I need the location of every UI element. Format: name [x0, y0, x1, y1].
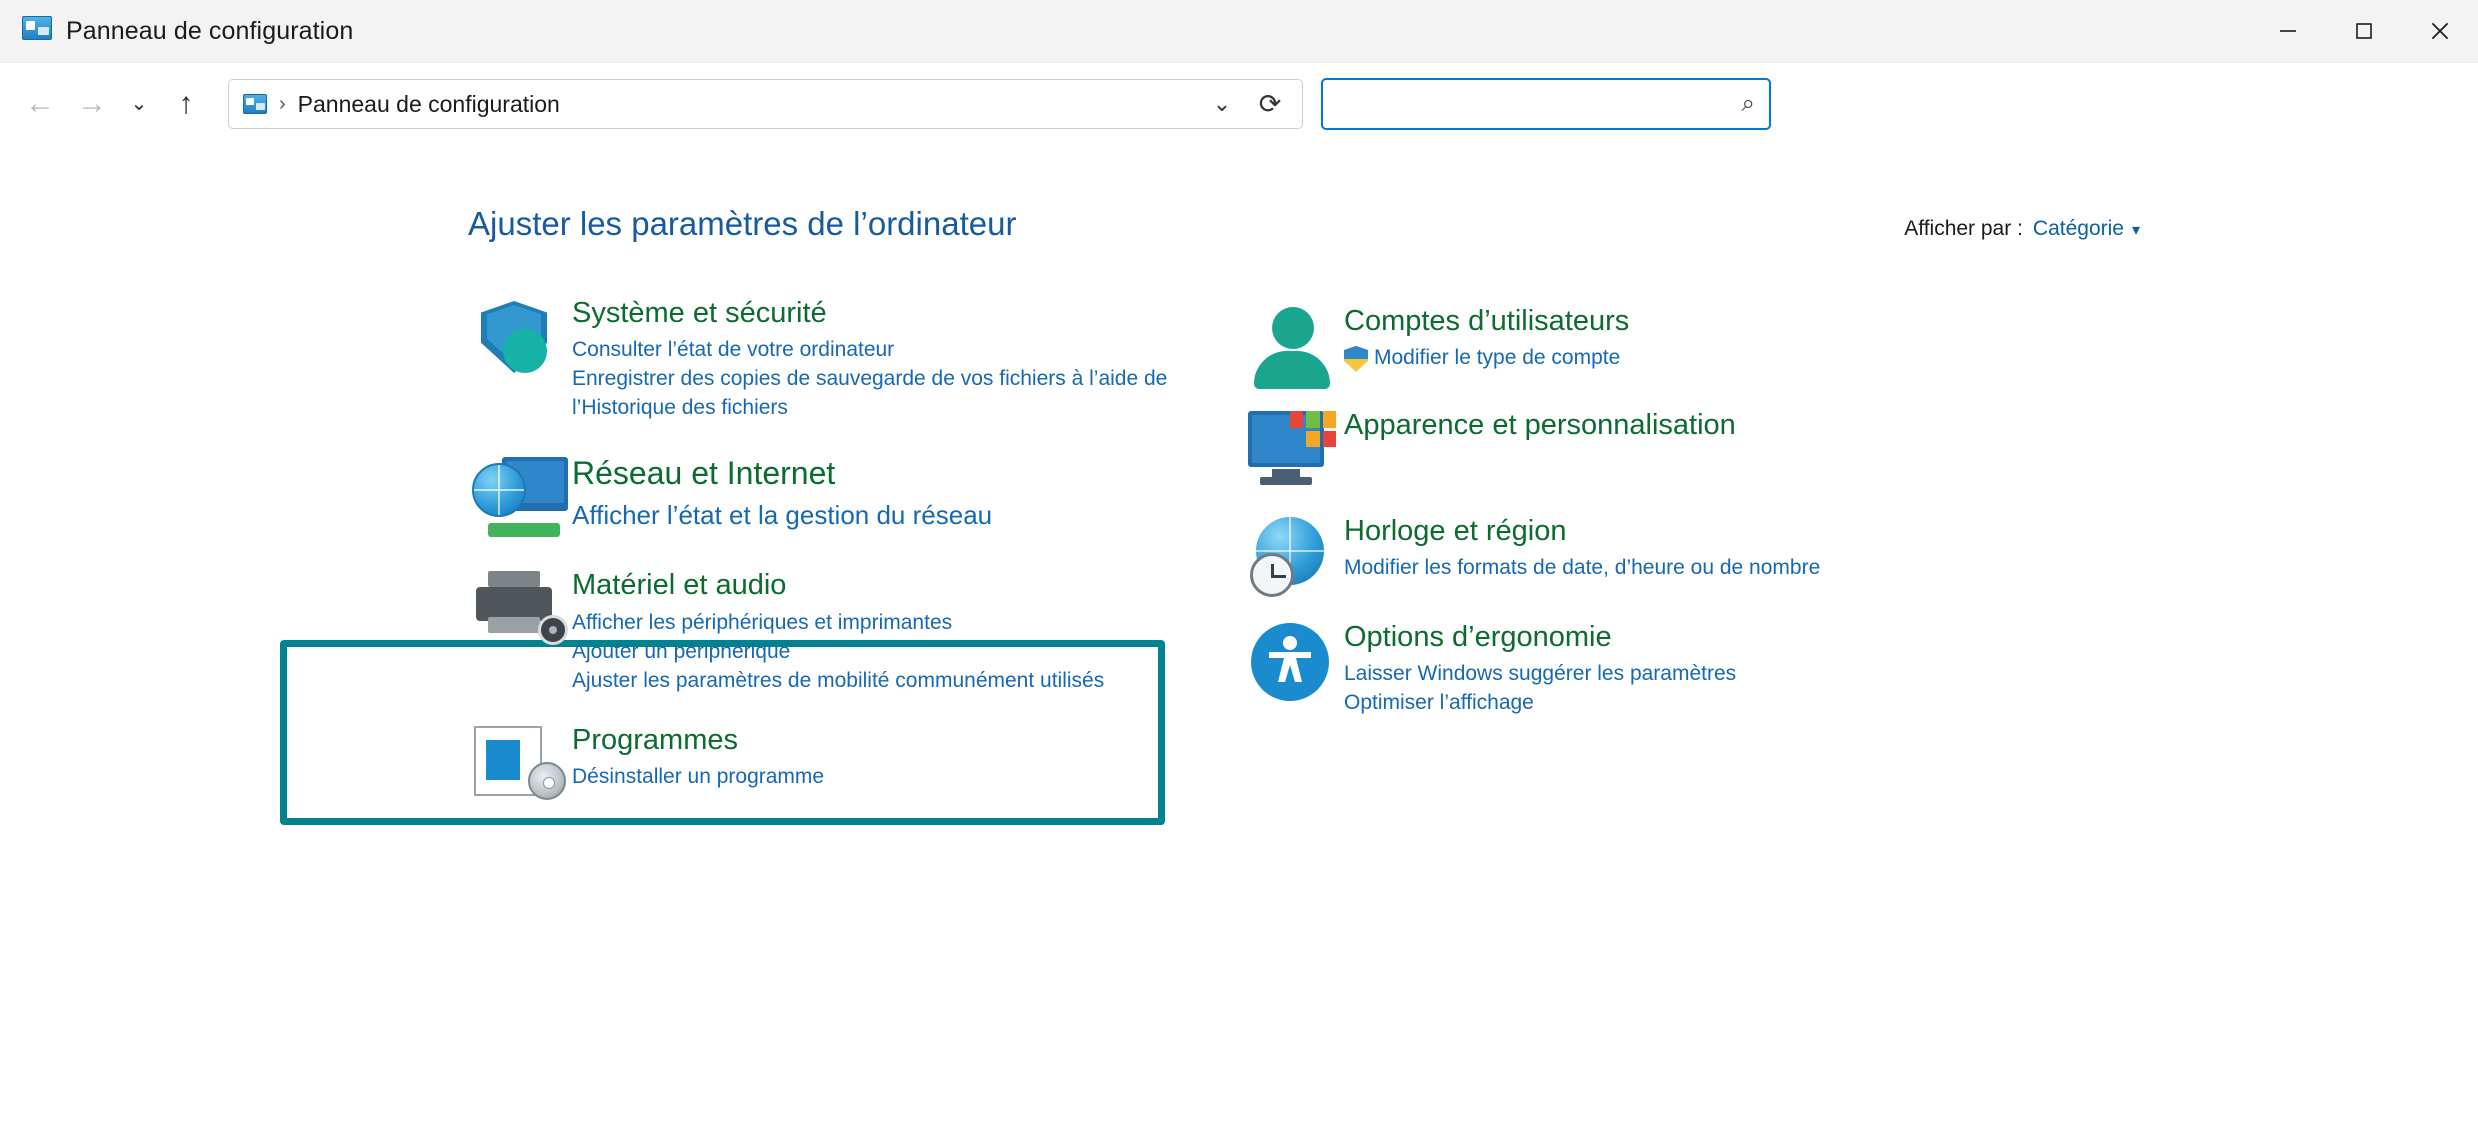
- category-link[interactable]: Ajouter un périphérique: [572, 639, 791, 663]
- category-title[interactable]: Programmes: [572, 723, 738, 756]
- category-column-right: [1240, 303, 1940, 734]
- view-by-label: Afficher par :: [1904, 217, 2023, 240]
- up-icon[interactable]: ↑: [178, 87, 194, 120]
- ease-of-access-icon: [1240, 619, 1344, 718]
- view-by-value[interactable]: Catégorie: [2032, 217, 2124, 240]
- chevron-down-icon[interactable]: ▾: [2131, 222, 2140, 239]
- control-panel-icon: [22, 16, 52, 46]
- breadcrumb-item-control-panel[interactable]: Panneau de configuration: [297, 90, 560, 117]
- category-reseau-et-internet[interactable]: [468, 449, 1168, 537]
- maximize-icon[interactable]: [2326, 0, 2402, 63]
- category-title[interactable]: Matériel et audio: [572, 569, 787, 602]
- category-horloge-et-region[interactable]: [1240, 513, 1940, 597]
- category-title[interactable]: Comptes d’utilisateurs: [1344, 305, 1630, 337]
- breadcrumb-separator: ›: [279, 92, 286, 115]
- forward-icon[interactable]: →: [77, 87, 107, 120]
- address-bar: [0, 63, 2478, 145]
- category-systeme-et-securite[interactable]: [468, 295, 1168, 423]
- category-link-label: Modifier le type de compte: [1374, 346, 1621, 370]
- clock-region-icon: [1240, 513, 1344, 597]
- category-column-left: [468, 295, 1168, 816]
- page-title: Ajuster les paramètres de l’ordinateur: [468, 205, 1017, 242]
- breadcrumb[interactable]: [228, 79, 1303, 129]
- category-link[interactable]: Afficher l’état et la gestion du réseau: [572, 500, 993, 531]
- category-link[interactable]: [1344, 344, 1629, 373]
- category-link[interactable]: Ajuster les paramètres de mobilité communément utilisés: [572, 668, 1105, 692]
- programs-icon: [468, 722, 572, 800]
- category-link[interactable]: Laisser Windows suggérer les paramètres: [1344, 662, 1737, 686]
- category-link[interactable]: Optimiser l’affichage: [1344, 691, 1534, 715]
- category-link[interactable]: Modifier les formats de date, d’heure ou de nombre: [1344, 556, 1821, 580]
- content-area: [0, 145, 2478, 1131]
- back-icon[interactable]: ←: [25, 87, 55, 120]
- category-title[interactable]: Options d’ergonomie: [1344, 621, 1612, 653]
- window-controls: [2250, 0, 2478, 63]
- category-link[interactable]: Afficher les périphériques et imprimantes: [572, 610, 953, 634]
- breadcrumb-control-panel-icon: [243, 94, 267, 114]
- shield-icon: [468, 295, 572, 423]
- chevron-down-icon[interactable]: ⌄: [1212, 91, 1232, 116]
- network-globe-icon: [468, 449, 572, 537]
- window-title: Panneau de configuration: [66, 16, 354, 45]
- printer-icon: [468, 567, 572, 695]
- category-comptes-d-utilisateurs[interactable]: [1240, 303, 1940, 385]
- close-icon[interactable]: [2402, 0, 2478, 63]
- title-bar: [0, 0, 2478, 63]
- category-link[interactable]: Enregistrer des copies de sauvegarde de vos fichiers à l’aide de l’Historique des fichiers: [572, 367, 1168, 420]
- category-options-d-ergonomie[interactable]: [1240, 619, 1940, 718]
- category-programmes[interactable]: [468, 722, 1168, 800]
- view-by-control[interactable]: [1904, 217, 2140, 241]
- search-input[interactable]: [1337, 90, 1734, 118]
- category-title[interactable]: Système et sécurité: [572, 297, 827, 329]
- uac-shield-icon: [1344, 346, 1368, 372]
- search-icon[interactable]: ⌕: [1741, 90, 1755, 117]
- category-apparence-et-personnalisation[interactable]: [1240, 407, 1940, 487]
- category-title[interactable]: Apparence et personnalisation: [1344, 409, 1736, 441]
- appearance-icon: [1240, 407, 1344, 487]
- category-link[interactable]: Désinstaller un programme: [572, 764, 825, 788]
- category-materiel-et-audio[interactable]: [468, 567, 1168, 695]
- refresh-icon[interactable]: ⟳: [1258, 88, 1282, 119]
- category-link[interactable]: Consulter l’état de votre ordinateur: [572, 338, 895, 362]
- minimize-icon[interactable]: [2250, 0, 2326, 63]
- category-title[interactable]: Réseau et Internet: [572, 455, 836, 492]
- category-title[interactable]: Horloge et région: [1344, 515, 1567, 547]
- search-box[interactable]: [1321, 78, 1771, 130]
- recent-locations-icon[interactable]: ⌄: [130, 93, 148, 115]
- breadcrumb-actions: [1198, 82, 1294, 126]
- user-accounts-icon: [1240, 303, 1344, 385]
